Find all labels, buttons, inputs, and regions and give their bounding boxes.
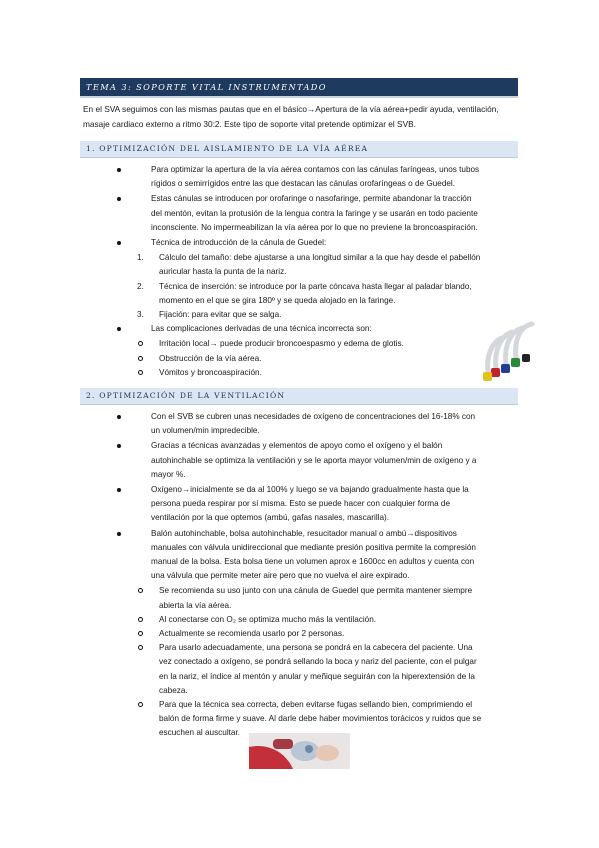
page-title: TEMA 3: SOPORTE VITAL INSTRUMENTADO xyxy=(86,82,327,92)
sub-item: Para usarlo adecuadamente, una persona se pondrá en la cabecera del paciente. Una vez conectado a oxígeno, se pondrá sellando la boca y nariz del paciente, con el pulgar en la nariz, el índice al mentón y anular y meñique seguirán con la hiperextensión de la cabeza. xyxy=(0,641,487,698)
guedel-airways-image xyxy=(480,318,542,390)
circle-bullet-icon xyxy=(138,702,143,707)
list-item: Para optimizar la apertura de la vía aérea contamos con las cánulas faríngeas, unos tubos rígidos o semirrígidos entre las que destacan las cánulas orofaríngeas o de Guedel. xyxy=(0,163,481,191)
list-item: Con el SVB se cubren unas necesidades de oxígeno de concentraciones del 16-18% con un volumen/min impredecible. xyxy=(0,410,481,438)
sub-item: Actualmente se recomienda usarlo por 2 personas. xyxy=(0,627,487,641)
circle-bullet-icon xyxy=(138,631,143,636)
list-item: Gracias a técnicas avanzadas y elementos de apoyo como el oxígeno y el balón autohinchable se optimiza la ventilación y se le aporta mayor volumen/min de oxígeno y a mayor %. xyxy=(0,439,481,482)
numbered-item: 2. Técnica de inserción: se introduce por la parte cóncava hasta llegar al paladar blando, momento en el que se gira 180º y se queda alojado en la faringe. xyxy=(137,281,472,305)
intro-paragraph: En el SVA seguimos con las mismas pautas que en el básico→Apertura de la vía aérea+pedir ayuda, ventilación, masaje cardiaco externo a ritmo 30:2. Este tipo de soporte vital pretende optimizar el SVB. xyxy=(83,104,499,129)
list-item: Técnica de introducción de la cánula de Guedel: xyxy=(0,236,481,250)
bullet-icon xyxy=(117,444,121,448)
list-item: Oxígeno→inicialmente se da al 100% y luego se va bajando gradualmente hasta que la persona pueda respirar por sí misma. Esto se puede hacer con cualquier forma de ventilación por la que optemos (ambú, gafas nasales, mascarilla). xyxy=(0,483,481,526)
sub-item: Al conectarse con O₂ se optimiza mucho más la ventilación. xyxy=(0,613,487,627)
sub-item: Para que la técnica sea correcta, deben evitarse fugas sellando bien, comprimiendo el balón de forma firme y suave. Al darle debe haber movimientos torácicos y ruidos que se escuchen al auscultar. xyxy=(0,698,487,741)
numbered-item: 3. Fijación: para evitar que se salga. xyxy=(137,310,282,320)
circle-bullet-icon xyxy=(138,645,143,650)
circle-bullet-icon xyxy=(138,617,143,622)
sub-item: Se recomienda su uso junto con una cánula de Guedel que permita mantener siempre abierta la vía aérea. xyxy=(0,584,487,612)
bullet-icon xyxy=(117,532,121,536)
airway-yellow xyxy=(483,372,492,381)
section-1-heading: 1. OPTIMIZACIÓN DEL AISLAMIENTO DE LA VÍA AÉREA xyxy=(80,141,518,158)
title-banner xyxy=(80,78,518,98)
bullet-icon xyxy=(117,327,121,331)
sub-item: Vómitos y broncoaspiración. xyxy=(0,366,487,380)
bullet-icon xyxy=(117,415,121,419)
circle-bullet-icon xyxy=(138,370,143,375)
airway-red xyxy=(491,368,500,377)
sub-item: Obstrucción de la vía aérea. xyxy=(0,352,487,366)
circle-bullet-icon xyxy=(138,588,143,593)
circle-bullet-icon xyxy=(138,356,143,361)
list-item: Balón autohinchable, bolsa autohinchable, resucitador manual o ambú→dispositivos manuales con válvula unidireccional que mediante presión positiva permite la compresión manual de la bolsa. Esta bolsa tiene un volumen aprox e 1600cc en adultos y cuenta con una válvula que permite meter aire pero que no vuelva el aire expirado. xyxy=(0,527,481,584)
airway-blue xyxy=(501,364,510,373)
numbered-item: 1. Cálculo del tamaño: debe ajustarse a una longitud similar a la que hay desde el pabellón auricular hasta la punta de la nariz. xyxy=(137,253,481,277)
circle-bullet-icon xyxy=(138,341,143,346)
bullet-icon xyxy=(117,241,121,245)
section-1-body xyxy=(0,163,487,380)
bullet-icon xyxy=(117,488,121,492)
section-2-heading: 2. OPTIMIZACIÓN DE LA VENTILACIÓN xyxy=(80,388,518,405)
list-item: Las complicaciones derivadas de una técnica incorrecta son: xyxy=(0,322,481,336)
bullet-icon xyxy=(117,168,121,172)
sub-item: Irritación local→ puede producir broncoespasmo y edema de glotis. xyxy=(0,337,487,351)
bullet-icon xyxy=(117,197,121,201)
section-2-body xyxy=(0,410,487,741)
ambu-bag-photo xyxy=(249,733,350,769)
list-item: Estas cánulas se introducen por orofaringe o nasofaringe, permite abandonar la tracción del mentón, evitan la protusión de la lengua contra la faringe y se usarán en todo paciente inconsciente. No impermeabilizan la vía aérea por lo que no previene la broncoaspiración. xyxy=(0,192,481,235)
airway-green xyxy=(511,358,520,367)
airway-black xyxy=(522,354,530,362)
